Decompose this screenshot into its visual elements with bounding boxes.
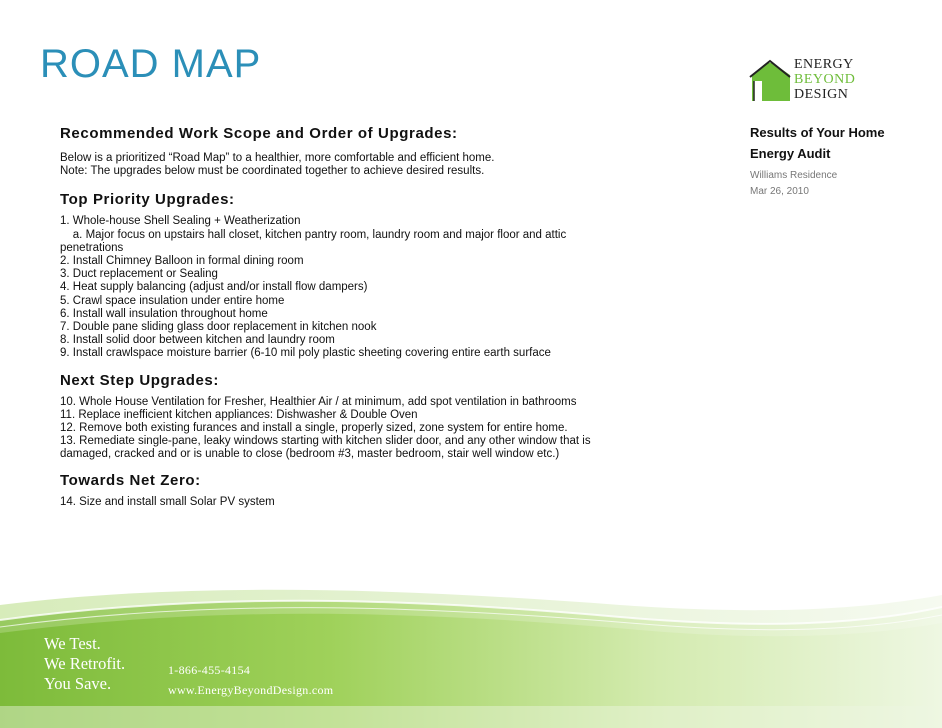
energy-beyond-design-logo bbox=[748, 57, 873, 103]
list-item: 4. Heat supply balancing (adjust and/or install flow dampers) bbox=[60, 281, 368, 294]
top-priority-list bbox=[60, 215, 700, 360]
list-item: 1. Whole-house Shell Sealing + Weatherization bbox=[60, 215, 301, 228]
intro-line-1: Below is a prioritized “Road Map” to a healthier, more comfortable and efficient home. bbox=[60, 152, 495, 164]
list-item: 2. Install Chimney Balloon in formal dining room bbox=[60, 255, 304, 268]
net-zero-list bbox=[60, 496, 700, 509]
footer-slogan bbox=[44, 634, 125, 694]
next-step-heading: Next Step Upgrades: bbox=[60, 371, 219, 389]
list-item: 14. Size and install small Solar PV system bbox=[60, 495, 275, 508]
list-item: a. Major focus on upstairs hall closet, kitchen pantry room, laundry room and major floor and attic bbox=[60, 228, 567, 241]
footer-contact bbox=[168, 660, 333, 700]
page-title: ROAD MAP bbox=[40, 42, 262, 86]
next-step-list bbox=[60, 396, 700, 462]
sidebar-heading-line1: Results of Your Home bbox=[750, 125, 885, 140]
logo-wordmark bbox=[794, 57, 855, 102]
work-scope-heading: Recommended Work Scope and Order of Upgrades: bbox=[60, 125, 458, 142]
top-priority-heading: Top Priority Upgrades: bbox=[60, 191, 235, 209]
logo-line-beyond: BEYOND bbox=[794, 72, 856, 87]
list-item: 8. Install solid door between kitchen and laundry room bbox=[60, 334, 335, 347]
list-item: 7. Double pane sliding glass door replacement in kitchen nook bbox=[60, 321, 377, 334]
list-item: 9. Install crawlspace moisture barrier (6-10 mil poly plastic sheeting covering entire earth surface bbox=[60, 347, 551, 360]
intro-line-2: Note: The upgrades below must be coordinated together to achieve desired results. bbox=[60, 165, 485, 178]
website-url: www.EnergyBeyondDesign.com bbox=[168, 683, 334, 697]
slogan-we-retrofit: We Retrofit. bbox=[44, 654, 126, 673]
logo-line-energy: ENERGY bbox=[794, 57, 854, 72]
footer-wave-banner bbox=[0, 585, 942, 728]
report-sidebar bbox=[750, 122, 920, 200]
net-zero-heading: Towards Net Zero: bbox=[60, 471, 201, 489]
list-item: 12. Remove both existing furances and install a single, properly sized, zone system for entire home. bbox=[60, 422, 568, 435]
phone-number: 1-866-455-4154 bbox=[168, 663, 251, 677]
sidebar-heading-line2: Energy Audit bbox=[750, 146, 831, 161]
list-item: 6. Install wall insulation throughout home bbox=[60, 307, 268, 320]
list-item: 10. Whole House Ventilation for Fresher, Healthier Air / at minimum, add spot ventilation in bathrooms bbox=[60, 395, 577, 408]
report-date: Mar 26, 2010 bbox=[750, 186, 809, 197]
slogan-we-test: We Test. bbox=[44, 634, 101, 653]
logo-line-design: DESIGN bbox=[794, 87, 849, 102]
client-name: Williams Residence bbox=[750, 170, 838, 181]
main-content bbox=[60, 125, 700, 509]
house-logo-icon bbox=[748, 57, 792, 103]
list-item: penetrations bbox=[60, 241, 124, 254]
list-item: damaged, cracked and or is unable to close (bedroom #3, master bedroom, stair well window etc.) bbox=[60, 448, 560, 461]
list-item: 5. Crawl space insulation under entire home bbox=[60, 294, 285, 307]
slogan-you-save: You Save. bbox=[44, 674, 112, 693]
list-item: 13. Remediate single-pane, leaky windows starting with kitchen slider door, and any other window that is bbox=[60, 435, 591, 448]
list-item: 3. Duct replacement or Sealing bbox=[60, 268, 218, 281]
list-item: 11. Replace inefficient kitchen appliances: Dishwasher & Double Oven bbox=[60, 408, 418, 421]
